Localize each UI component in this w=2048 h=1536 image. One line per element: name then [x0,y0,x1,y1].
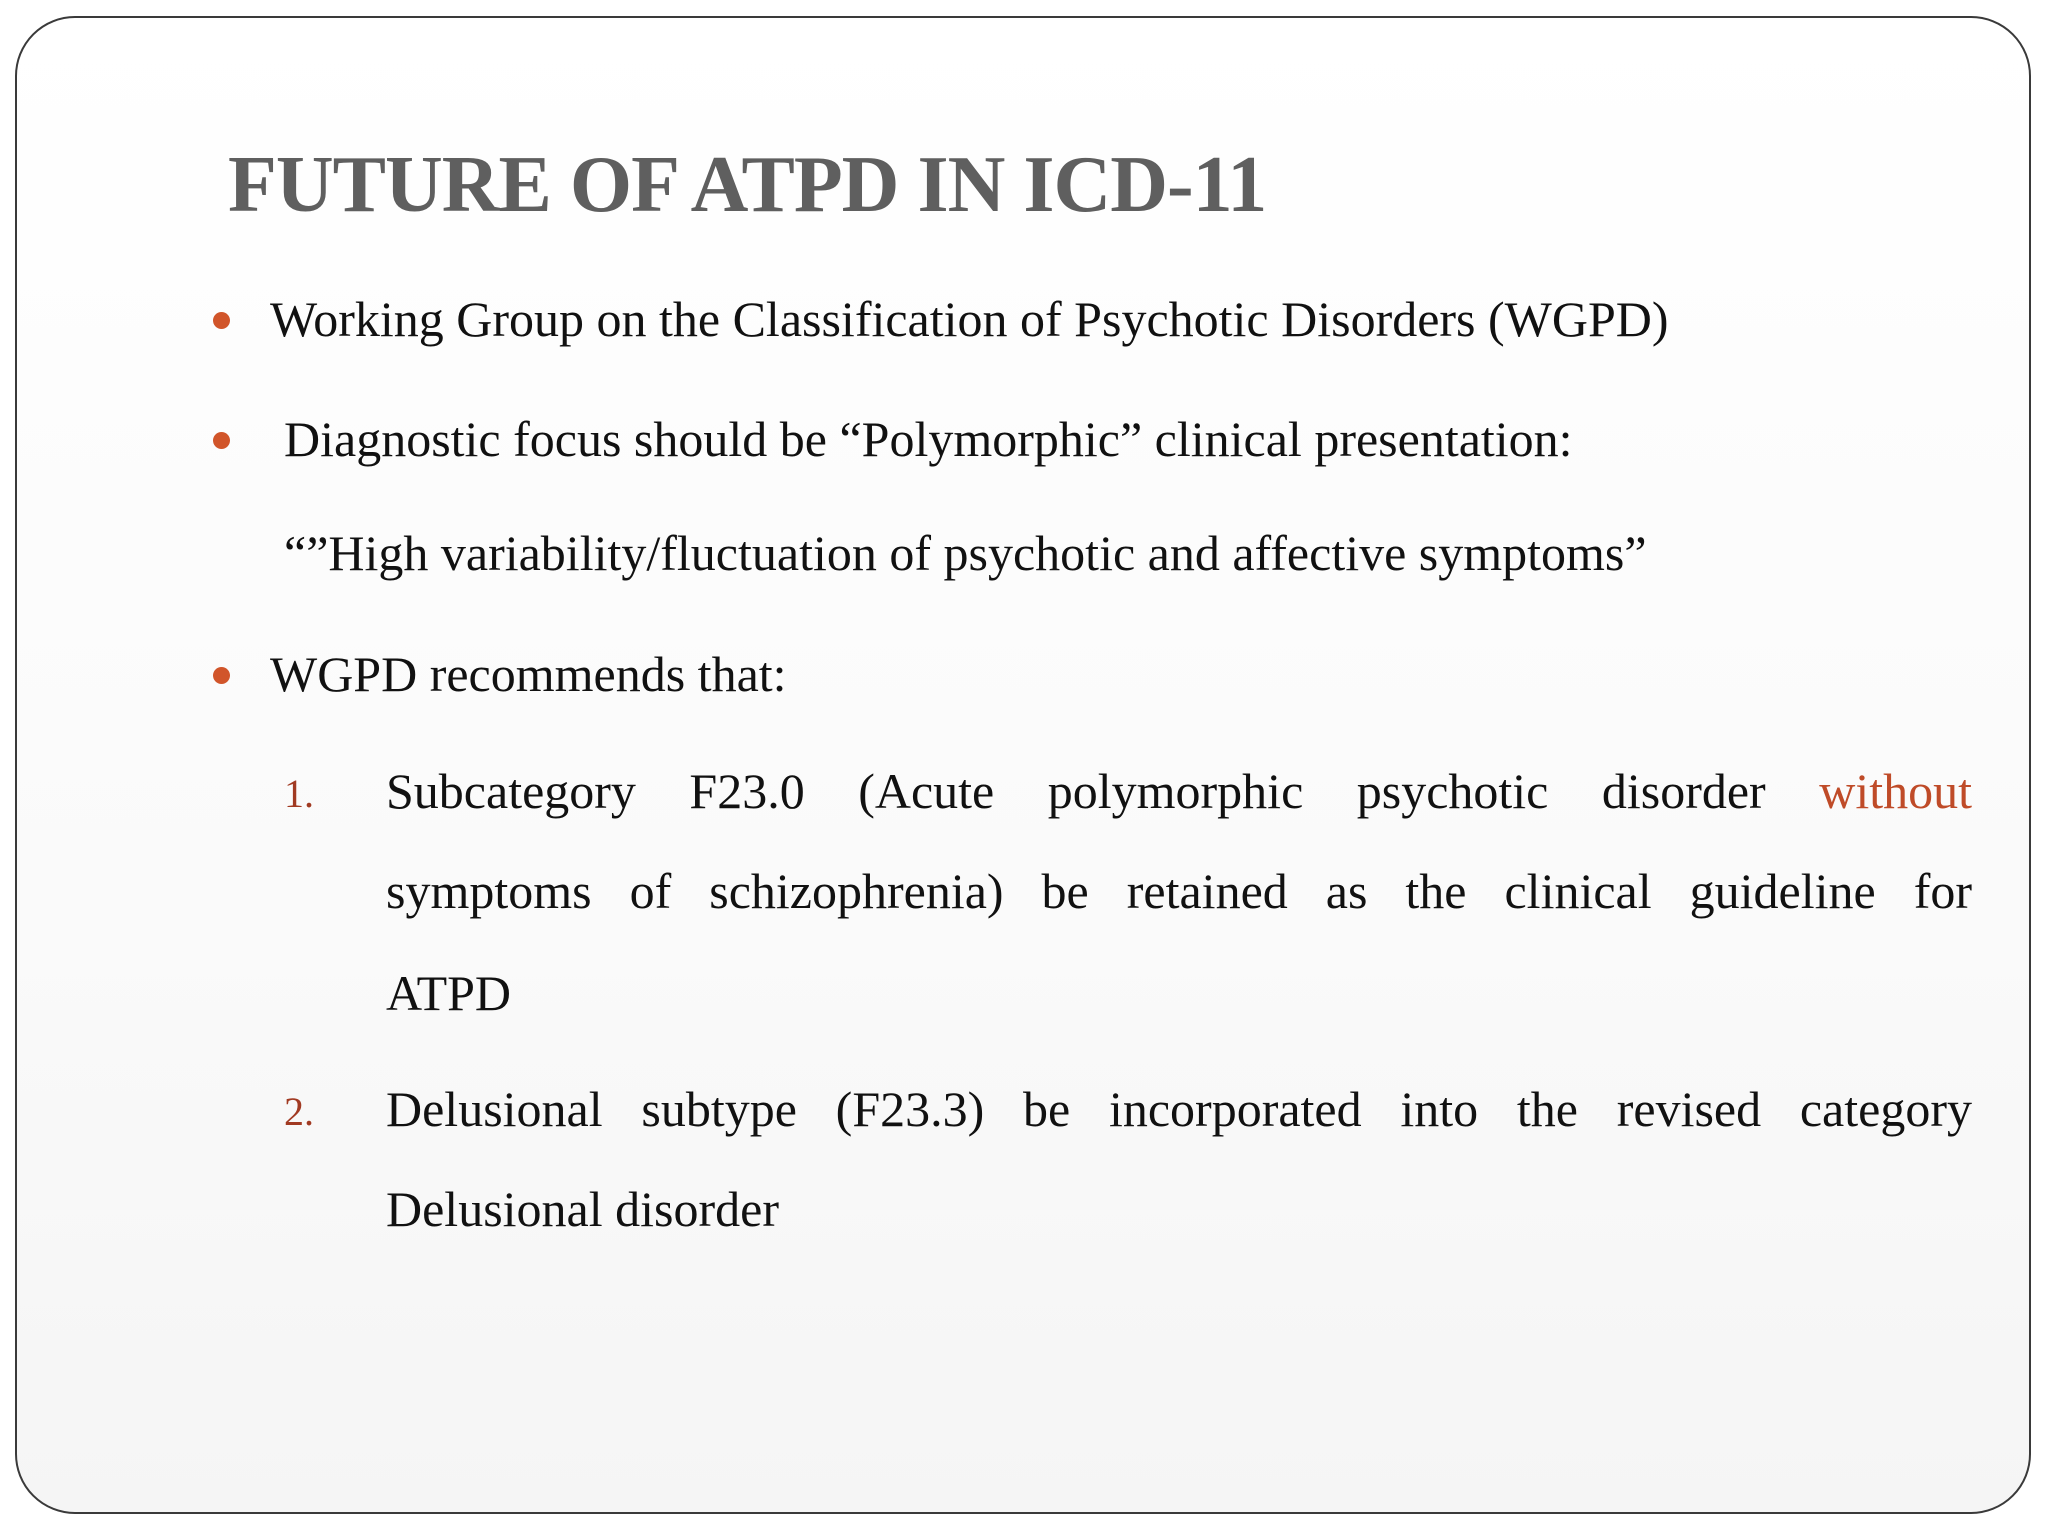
numbered-item-2-line-1: Delusional subtype (F23.3) be incorporated into the revised category [386,1081,1972,1137]
bullet-dot [213,667,230,684]
bullet-continuation-quote: “”High variability/fluctuation of psychotic and affective symptoms” [284,525,1647,581]
numbered-item-1-line-1 [386,762,1972,820]
bullet-dot [213,312,230,329]
numbered-item-1-line-2: symptoms of schizophrenia) be retained as the clinical guideline for [386,863,1972,919]
list-number: 2. [284,1089,314,1134]
numbered-item-1-text: Subcategory F23.0 (Acute polymorphic psychotic disorder [386,763,1766,819]
bullet-text-wgpd: Working Group on the Classification of Psychotic Disorders (WGPD) [270,291,1669,347]
bullet-text-recommends: WGPD recommends that: [270,646,787,702]
numbered-item-1-line-3: ATPD [386,965,512,1021]
list-number: 1. [284,771,314,816]
accent-word-without: without [1819,763,1973,819]
slide-title: FUTURE OF ATPD IN ICD-11 [228,141,1267,229]
bullet-dot [213,432,230,449]
numbered-item-2-line-2: Delusional disorder [386,1181,779,1237]
bullet-text-diagnostic-focus: Diagnostic focus should be “Polymorphic” clinical presentation: [284,411,1573,467]
